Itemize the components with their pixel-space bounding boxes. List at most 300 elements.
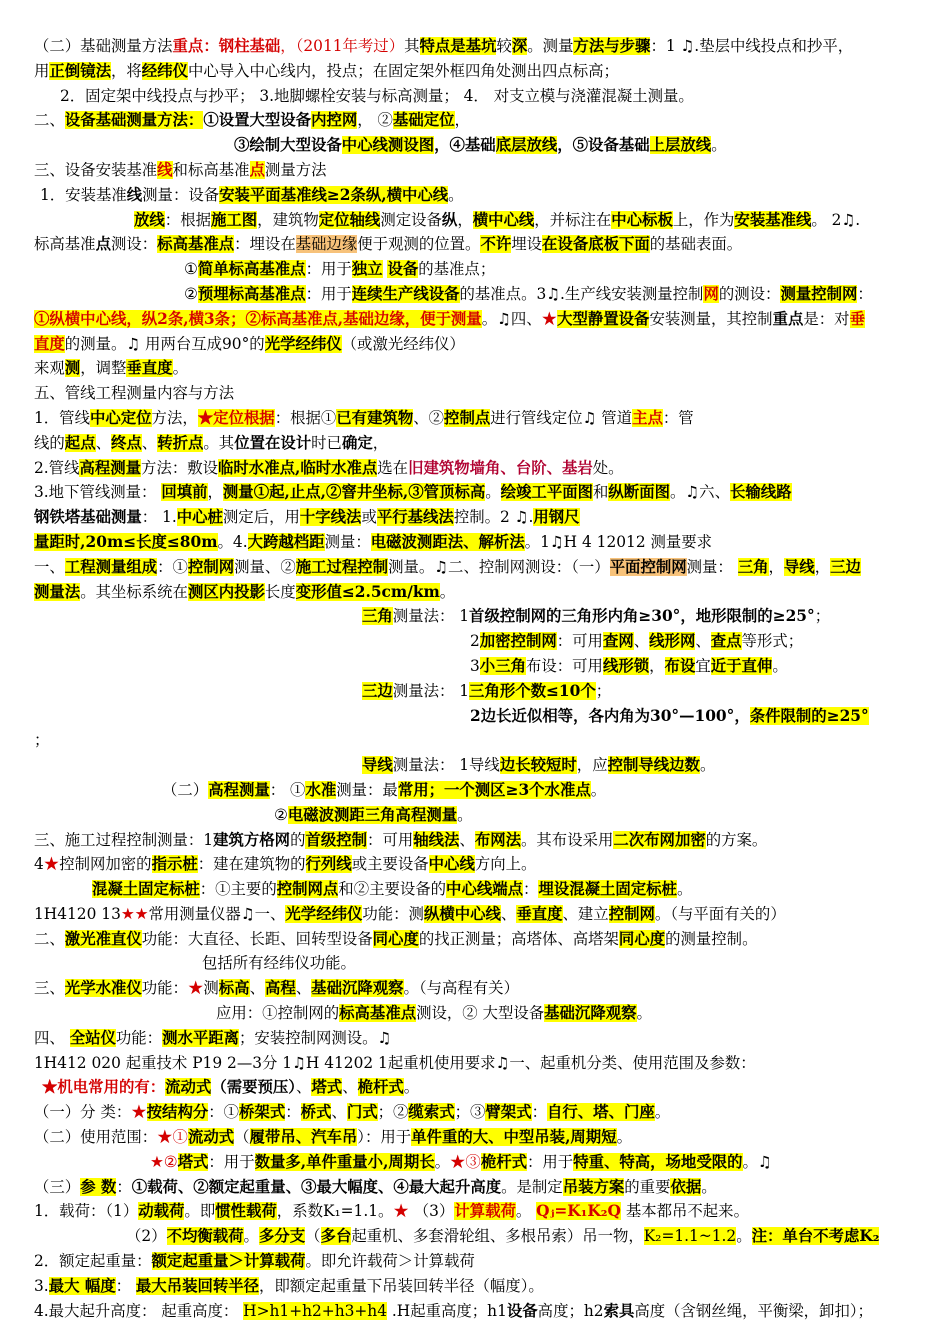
text-run: ：用于 xyxy=(305,260,352,279)
text-run: 直度 xyxy=(34,334,65,353)
text-line xyxy=(34,133,926,158)
text-line xyxy=(34,282,926,307)
text-run: 。 xyxy=(736,1227,752,1246)
text-run: 、 xyxy=(141,433,158,452)
text-run: 简单标高基准点 xyxy=(197,260,306,279)
text-line xyxy=(34,778,926,803)
text-run: 吊装方案 xyxy=(562,1177,625,1196)
text-run: 标高基准 xyxy=(34,235,96,254)
text-run: 。（与高程有关） xyxy=(403,979,519,998)
text-run: 2 xyxy=(470,632,480,651)
text-run: 测设： xyxy=(110,235,158,254)
text-line xyxy=(34,1100,926,1125)
text-run: 方法， xyxy=(151,408,198,427)
text-run: 和②主要设备的 xyxy=(338,880,447,899)
text-run: 施工图 xyxy=(210,210,258,229)
text-run: 三、设备安装基准 xyxy=(34,160,158,179)
text-run: ， xyxy=(372,433,389,452)
text-run: （ xyxy=(234,1128,250,1147)
text-run: ，④基础 xyxy=(434,136,496,155)
text-run: 、 xyxy=(500,904,517,923)
text-run: ）：用于 xyxy=(357,1128,412,1147)
text-run: 二、 xyxy=(34,111,65,130)
text-run: 。（与平面有关的） xyxy=(654,904,786,923)
text-run: 测量方法 xyxy=(264,160,327,179)
text-run: 指示桩 xyxy=(151,855,198,874)
text-run: 布设：可用 xyxy=(525,656,603,675)
text-run: ①设置大型设备 xyxy=(203,111,312,130)
text-run: 五、管线工程测量内容与方法 xyxy=(34,384,235,403)
text-line xyxy=(34,728,926,753)
text-run: ； xyxy=(595,681,612,700)
text-run: 来观 xyxy=(34,359,65,378)
text-run: 测量法： 1 xyxy=(392,607,470,626)
text-run: 标高 xyxy=(218,979,250,998)
text-run: 、建立 xyxy=(562,904,609,923)
text-run: （二） xyxy=(162,780,209,799)
text-run: ★ xyxy=(131,1103,147,1122)
text-run: 的测量。♫ 用两台互成90°的 xyxy=(64,334,265,353)
text-run: 方法：敷设 xyxy=(141,458,219,477)
text-run: 旧建筑物墙角、台阶、基岩 xyxy=(408,458,593,477)
text-run: 测量：最 xyxy=(336,780,398,799)
text-run: 或主要设备 xyxy=(351,855,429,874)
text-run: 绘竣工平面图 xyxy=(500,483,593,502)
text-run: 功能：大直径、长距、回转型设备 xyxy=(141,929,373,948)
text-run: 的基准点； xyxy=(418,260,496,279)
text-run: 的找正测量；高塔体、高塔架 xyxy=(418,929,619,948)
text-run: 确定 xyxy=(341,433,373,452)
text-run: 中心线端点 xyxy=(446,880,524,899)
text-line xyxy=(34,356,926,381)
text-run: 桥架式 xyxy=(239,1103,286,1122)
text-run: 高程测量 xyxy=(79,458,142,477)
text-run: 定位轴线 xyxy=(318,210,381,229)
text-run: 测量： xyxy=(324,532,371,551)
text-run: ：用于 xyxy=(527,1152,574,1171)
text-run: 桅杆式 xyxy=(480,1152,527,1171)
text-run: 进行管线定位♫ 管道 xyxy=(490,408,633,427)
text-run: 上层放线 xyxy=(649,136,712,155)
text-run: 安装测量，其控制 xyxy=(649,309,773,328)
text-run: 。 xyxy=(439,582,456,601)
text-run: 纵断面图 xyxy=(608,483,670,502)
text-run: 。 xyxy=(699,756,716,775)
text-run: 线形网 xyxy=(649,632,696,651)
text-run: 控制网 xyxy=(608,904,655,923)
text-run: 临时水准点,临时水准点 xyxy=(218,458,378,477)
text-run: ★定位根据 xyxy=(197,408,275,427)
text-run: 宜 xyxy=(695,656,711,675)
text-run: 依据 xyxy=(670,1177,702,1196)
text-run: 连续生产线设备 xyxy=(351,284,460,303)
text-run: 自行、塔、门座 xyxy=(547,1103,655,1122)
text-line xyxy=(34,406,926,431)
text-run: ★ xyxy=(187,979,204,998)
text-run: 1．管线 xyxy=(34,408,90,427)
text-run: 。即允许载荷＞计算载荷 xyxy=(305,1252,475,1271)
text-line xyxy=(34,679,926,704)
text-run: 。 xyxy=(636,1004,652,1023)
text-run: ★机电常用的有： xyxy=(42,1078,166,1097)
text-run: 不许 xyxy=(480,235,512,254)
text-run: 。 xyxy=(616,1128,632,1147)
text-run: ①载荷、②额定起重量、③最大幅度、④最大起升高度 xyxy=(131,1177,502,1196)
text-line xyxy=(34,381,926,406)
text-run: 单件重的大、中型吊装,周期短 xyxy=(411,1128,617,1147)
text-run: 垂直度 xyxy=(126,359,173,378)
text-run: 。4. xyxy=(217,532,248,551)
text-run: 垂 xyxy=(849,309,865,328)
text-run: ，⑤设备基础 xyxy=(557,136,650,155)
text-run: ② xyxy=(184,284,198,303)
text-run: ：埋设在 xyxy=(234,235,296,254)
text-run: 、② xyxy=(413,408,445,427)
text-run: 行列线 xyxy=(305,855,352,874)
text-line xyxy=(34,951,926,976)
text-run: ★① xyxy=(157,1128,188,1147)
text-run: 等形式； xyxy=(741,632,804,651)
text-run: （二）使用范围： xyxy=(34,1128,158,1147)
text-run: 测区内投影 xyxy=(187,582,265,601)
text-line xyxy=(34,183,926,208)
text-run: 基础定位 xyxy=(392,111,455,130)
text-run: 方向上。 xyxy=(474,855,537,874)
text-run: 功能： xyxy=(141,979,188,998)
text-run: 。 xyxy=(243,1227,259,1246)
text-run: 、 xyxy=(459,830,475,849)
text-line xyxy=(34,480,926,505)
text-run: 布设 xyxy=(664,656,696,675)
text-run: ★③ xyxy=(450,1152,481,1171)
text-run: 施工过程控制 xyxy=(295,557,389,576)
text-run: 三边 xyxy=(830,557,861,576)
text-run: 深 xyxy=(511,37,528,55)
text-run: 四、 xyxy=(34,1028,70,1047)
text-run: 或 xyxy=(361,508,377,527)
text-run: 。1♫H 4 12012 测量要求 xyxy=(524,532,713,551)
text-run: ： xyxy=(285,1103,301,1122)
text-run: ， ② xyxy=(357,111,393,130)
text-run: 布网法 xyxy=(474,830,522,849)
text-run: ： xyxy=(115,1276,136,1295)
text-run: 变形值≤2.5cm/km xyxy=(295,582,440,601)
text-run: 。 xyxy=(172,359,188,378)
text-run: 时已 xyxy=(311,433,342,452)
text-run: ，调整 xyxy=(80,359,127,378)
text-run: K₂=1.1~1.2 xyxy=(643,1227,737,1246)
text-run: 十字线法 xyxy=(299,508,362,527)
text-run: ， xyxy=(207,483,223,502)
text-run: 控制导线边数 xyxy=(607,756,700,775)
text-run: 测量法 xyxy=(34,582,81,601)
text-run: 三角 xyxy=(362,607,393,626)
text-run: .H起重高度；h1 xyxy=(387,1301,507,1320)
text-run: 。即 xyxy=(184,1202,216,1221)
text-run: 电磁波测距三角高程测量 xyxy=(287,805,458,824)
text-run: 查网 xyxy=(602,632,634,651)
text-run: ：用于 xyxy=(305,284,352,303)
text-run: 高度（含钢丝绳，平衡梁，卸扣）； xyxy=(634,1301,873,1320)
text-run: 安装基准线 xyxy=(734,210,812,229)
text-run: 光学经纬仪 xyxy=(285,904,363,923)
text-run: 、 xyxy=(295,979,312,998)
text-run: 光学经纬仪 xyxy=(264,334,342,353)
text-run: ；② xyxy=(377,1103,409,1122)
text-run: ， xyxy=(457,210,473,229)
text-run: 。 xyxy=(701,1177,717,1196)
text-run: 测量控制网 xyxy=(780,284,858,303)
text-line xyxy=(34,704,926,729)
text-run: 测量。♫二、控制网测设：（一） xyxy=(388,557,610,576)
text-run: ：可用 xyxy=(367,830,414,849)
text-run: 激光准直仪 xyxy=(64,929,142,948)
text-run: 。测量 xyxy=(527,37,574,55)
text-run: 的测量控制。 xyxy=(665,929,758,948)
text-run: 线的 xyxy=(34,433,65,452)
text-run: 最大 幅度 xyxy=(48,1276,116,1295)
text-run: 塔式 xyxy=(177,1152,209,1171)
text-line xyxy=(34,976,926,1001)
text-run: 缆索式 xyxy=(408,1103,455,1122)
text-line xyxy=(34,1274,926,1299)
text-run: 正倒镜法 xyxy=(49,61,111,80)
text-run: 。其 xyxy=(203,433,235,452)
text-run: 混凝土固定标桩 xyxy=(92,880,200,899)
text-line xyxy=(34,1075,926,1100)
text-run: ， xyxy=(814,557,831,576)
text-run: 控制网 xyxy=(187,557,235,576)
text-run: ①纵横中心线，纵2条,横3条；②标高基准点,基础边缘，便于测量 xyxy=(34,309,482,328)
text-run: 2边长近似相等，各内角为30°—100°， xyxy=(470,706,750,725)
text-line xyxy=(34,629,926,654)
text-run: 。 xyxy=(676,880,693,899)
text-run: 。 xyxy=(457,805,473,824)
text-run: 和标高基准 xyxy=(172,160,250,179)
text-run: 点 xyxy=(95,235,111,254)
text-run: ；安装控制网测设。♫ xyxy=(239,1028,392,1047)
text-line xyxy=(34,828,926,853)
text-run: 、 xyxy=(695,632,711,651)
text-run: 测定后，用 xyxy=(222,508,300,527)
text-run: 平面控制网 xyxy=(609,557,687,576)
text-run: 基础沉降观察 xyxy=(544,1004,637,1023)
text-run: 、 xyxy=(633,632,650,651)
text-line xyxy=(34,1051,926,1076)
text-run: 线 xyxy=(157,160,173,179)
text-run: 按结构分 xyxy=(146,1103,209,1122)
text-run: 数量多,单件重量小,周期长 xyxy=(254,1152,435,1171)
text-run: ，（2011年考过） xyxy=(280,37,405,55)
text-run: 首级控制网的三角形内角≥30°，地形限制的≥25° xyxy=(469,607,815,626)
text-run: 位置在设计 xyxy=(234,433,312,452)
text-run: 三角形个数≤10个 xyxy=(469,681,596,700)
text-run: ，即额定起重量下吊装回转半径（幅度）。 xyxy=(259,1276,544,1295)
text-run: 。 xyxy=(448,185,464,204)
text-run: 、 xyxy=(342,1078,358,1097)
text-run: 纵横中心线 xyxy=(423,904,501,923)
text-run: ：① xyxy=(208,1103,240,1122)
text-run: 3.地下管线测量： xyxy=(34,483,162,502)
text-run: ： xyxy=(857,284,873,303)
text-run: 多分支 xyxy=(258,1227,306,1246)
text-line xyxy=(34,852,926,877)
text-run: 上，作为 xyxy=(672,210,735,229)
text-run: ③绘制大型设备 xyxy=(234,136,342,155)
text-line xyxy=(34,1125,926,1150)
text-run: 二次布网加密 xyxy=(613,830,706,849)
text-run: 量距时,20m≤长度≤80m xyxy=(34,532,218,551)
text-line xyxy=(34,257,926,282)
text-line xyxy=(34,59,926,84)
text-run: ： 1. xyxy=(141,508,177,527)
text-run: 用 xyxy=(34,61,50,80)
text-line xyxy=(34,208,926,233)
text-run: 、 xyxy=(95,433,111,452)
text-run: ★ xyxy=(393,1202,409,1221)
text-run: 参 数 xyxy=(80,1177,117,1196)
text-run: 臂架式 xyxy=(485,1103,532,1122)
text-run: 基础边缘 xyxy=(295,235,358,254)
text-run: 垂直度 xyxy=(516,904,563,923)
text-run: 测量①起,止点,②窨井坐标,③管顶标高 xyxy=(222,483,486,502)
text-run: 轴线法 xyxy=(413,830,460,849)
text-run: 1H4120 13 xyxy=(34,904,121,923)
text-run: 长度 xyxy=(264,582,296,601)
text-run: 三、 xyxy=(34,979,65,998)
text-run: 1．安装基准 xyxy=(40,185,127,204)
text-run: 索具 xyxy=(603,1301,635,1320)
text-run: 特点是基坑 xyxy=(419,37,497,55)
text-run: 塔式 xyxy=(311,1078,343,1097)
text-line xyxy=(34,1299,926,1324)
text-run: 方法与步骤 xyxy=(573,37,651,55)
text-run: 钢铁塔基础测量 xyxy=(34,508,142,527)
text-run: 包括所有经纬仪功能。 xyxy=(202,954,356,973)
text-run: ：根据① xyxy=(274,408,337,427)
text-run: ★ xyxy=(43,855,60,874)
text-run: 埋设混凝土固定标桩 xyxy=(538,880,677,899)
text-run: 一、 xyxy=(34,557,65,576)
text-run: 纵 xyxy=(441,210,458,229)
text-run: 已有建筑物 xyxy=(336,408,414,427)
text-run: 中心桩 xyxy=(176,508,223,527)
text-run: 标高基准点 xyxy=(157,235,235,254)
text-run: ： ① xyxy=(269,780,306,799)
text-run: 控制网点 xyxy=(276,880,339,899)
text-run: （2） xyxy=(126,1227,167,1246)
text-run: 4 xyxy=(34,855,44,874)
text-run: 工程测量组成 xyxy=(64,557,158,576)
text-run: 设备 xyxy=(387,260,419,279)
text-run: 终点 xyxy=(111,433,142,452)
text-run: 主点 xyxy=(632,408,663,427)
text-run: ，系数K₁=1.1。 xyxy=(276,1202,394,1221)
text-run: 是：对 xyxy=(803,309,850,328)
text-run: ： xyxy=(531,1103,547,1122)
text-run: 高程 xyxy=(264,979,296,998)
text-run: 、 xyxy=(295,1078,312,1097)
text-line xyxy=(34,902,926,927)
text-run: 测量： xyxy=(686,557,738,576)
text-line xyxy=(34,34,926,59)
text-run: 桥式 xyxy=(300,1103,332,1122)
text-run: 内控网 xyxy=(311,111,358,130)
text-run: ：根据 xyxy=(164,210,211,229)
text-run: 全站仪 xyxy=(69,1028,116,1047)
text-run: ， xyxy=(649,656,665,675)
text-run: ★ xyxy=(541,309,558,328)
text-line xyxy=(34,927,926,952)
text-run: 。其布设采用 xyxy=(521,830,614,849)
text-run: 1H412 020 起重技术 P19 2—3分 1♫H 41202 1起重机使用要求♫一、起重机分类、使用范围及参数： xyxy=(34,1053,756,1072)
text-line xyxy=(34,108,926,133)
text-run: 。是制定 xyxy=(501,1177,563,1196)
text-run: 的 xyxy=(290,830,306,849)
text-run: 三、施工过程控制测量：1 xyxy=(34,830,214,849)
text-run: 建筑方格网 xyxy=(213,830,291,849)
text-run: （二）基础测量方法 xyxy=(34,37,173,55)
text-run: 桅杆式 xyxy=(357,1078,404,1097)
text-run: 控制。2 ♫. xyxy=(453,508,534,527)
text-run: 网 xyxy=(703,284,719,303)
text-run: ， xyxy=(768,557,784,576)
text-run: （三） xyxy=(34,1177,81,1196)
text-run: 处。 xyxy=(592,458,624,477)
text-line xyxy=(34,604,926,629)
text-run: （ xyxy=(305,1227,321,1246)
text-run: 。 xyxy=(485,483,501,502)
text-run: 。 xyxy=(654,1103,671,1122)
text-run: 的方案。 xyxy=(705,830,768,849)
text-run: ，应 xyxy=(576,756,608,775)
text-run: 1．载荷：（1） xyxy=(34,1202,139,1221)
text-run: 放线 xyxy=(134,210,165,229)
text-run: 大跨越档距 xyxy=(247,532,325,551)
text-run: 流动式 xyxy=(187,1128,235,1147)
text-run: 应用：①控制网的 xyxy=(216,1004,340,1023)
text-run: ，建筑物 xyxy=(257,210,319,229)
text-run: 中心定位 xyxy=(89,408,152,427)
text-run: 平行基线法 xyxy=(376,508,454,527)
text-run: 重点 xyxy=(772,309,804,328)
text-run: 功能：测 xyxy=(362,904,424,923)
text-run: 标高基准点 xyxy=(339,1004,417,1023)
text-run: 。 xyxy=(434,1152,451,1171)
text-run: 同心度 xyxy=(618,929,666,948)
text-run: 加密控制网 xyxy=(479,632,557,651)
text-run: 选在 xyxy=(377,458,409,477)
text-run: 线形锁 xyxy=(602,656,650,675)
text-line xyxy=(34,654,926,679)
text-run: 大型静置设备 xyxy=(557,309,650,328)
text-run: ：建在建筑物的 xyxy=(197,855,306,874)
text-run: 额定起重量＞计算载荷 xyxy=(151,1252,306,1271)
text-run: 测设，② 大型设备 xyxy=(416,1004,545,1023)
text-run: 的测设： xyxy=(718,284,781,303)
text-run: 测水平距离 xyxy=(162,1028,240,1047)
text-run: 预埋标高基准点 xyxy=(197,284,306,303)
text-line xyxy=(34,456,926,481)
text-run: ：①主要的 xyxy=(199,880,277,899)
text-run: 。♫六、 xyxy=(669,483,730,502)
text-run: 最大吊装回转半径 xyxy=(135,1276,260,1295)
text-run: （一）分 类： xyxy=(34,1103,132,1122)
text-run: 门式 xyxy=(346,1103,378,1122)
text-run: 经纬仪 xyxy=(141,61,188,80)
text-run: 计算载荷 xyxy=(454,1202,516,1221)
text-line xyxy=(34,332,926,357)
